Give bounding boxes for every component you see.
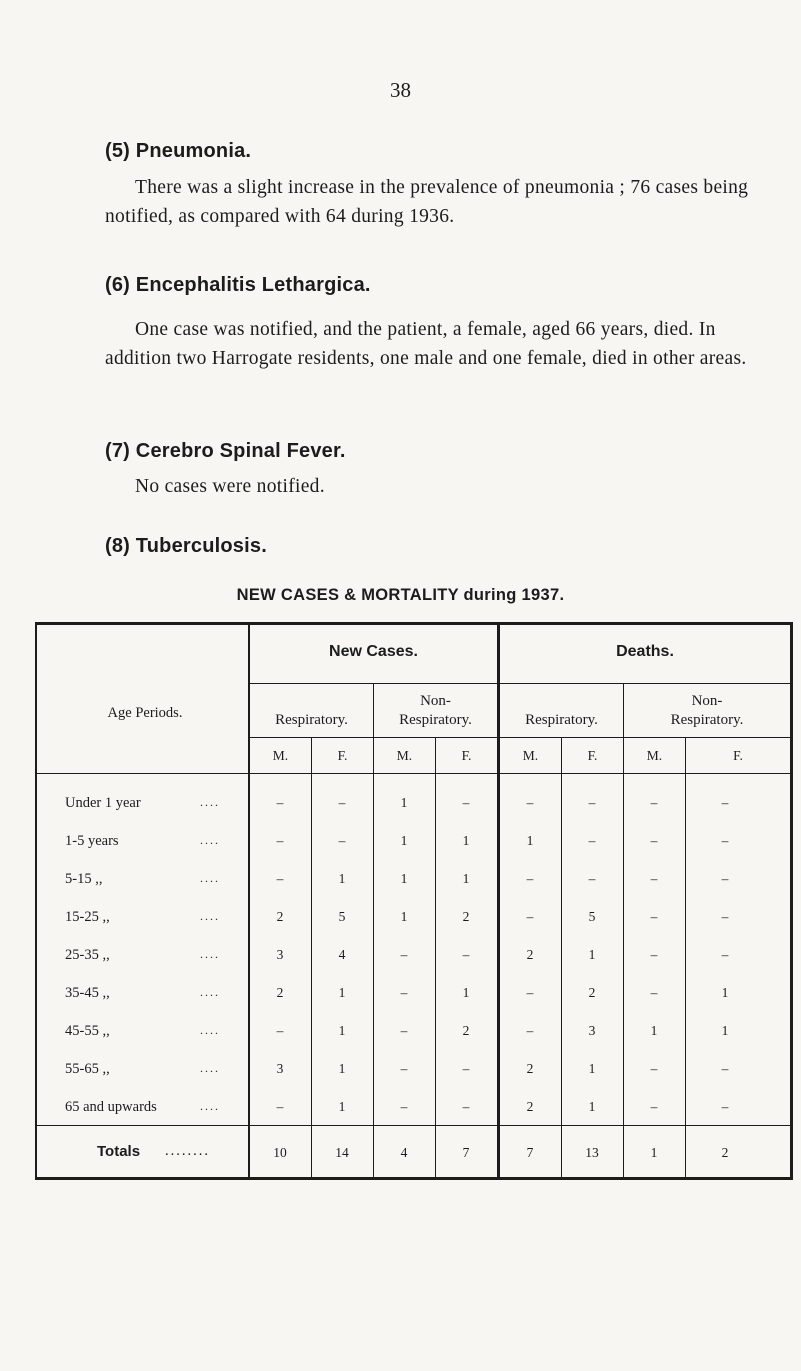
respiratory-header: Respiratory. [275,712,348,728]
section-tuberculosis [105,535,785,558]
table-cell: 1 [462,985,470,1000]
totals-label: Totals [97,1143,141,1160]
table-cell: – [650,1061,658,1076]
table-cell: – [588,833,596,848]
table-cell: – [276,1023,284,1038]
age-period-label: 5-15 ,, [65,871,103,887]
table-cell: – [276,1099,284,1114]
totals-cell: 2 [721,1145,729,1160]
section-encephalitis [105,274,785,373]
table-cell: – [721,795,729,810]
table-cell: – [462,947,470,962]
table-cell: 1 [400,795,408,810]
table-cell: – [650,795,658,810]
table-cell: – [462,1061,470,1076]
table-cell: 1 [526,833,534,848]
leader-dots: .... [200,833,220,847]
table-cell: – [276,795,284,810]
table-cell: – [462,795,470,810]
table-cell: – [338,795,346,810]
deaths-header: Deaths. [616,643,674,660]
age-period-label: 1-5 years [65,833,119,849]
non-respiratory-header: Non- Respiratory. [399,693,472,728]
section-heading: (6) Encephalitis Lethargica. [105,274,371,296]
totals-cell: 14 [335,1145,349,1160]
table-cell: – [721,871,729,886]
sex-header: M. [272,748,289,763]
table-cell: – [526,909,534,924]
table-cell: – [400,1061,408,1076]
table-cell: – [650,871,658,886]
table-cell: 1 [721,1023,729,1038]
table-cell: – [721,1099,729,1114]
table-cell: 1 [338,985,346,1000]
table-cell: – [650,1099,658,1114]
table-cell: – [400,1023,408,1038]
table-cell: – [650,985,658,1000]
table-cell: 2 [276,985,284,1000]
totals-cell: 1 [650,1145,658,1160]
table-cell: – [721,833,729,848]
totals-cell: 7 [526,1145,534,1160]
table-cell: 1 [338,1099,346,1114]
section-paragraph: No cases were notified. [135,476,325,497]
table-cell: – [400,985,408,1000]
tuberculosis-table [35,622,793,1180]
table-cell: 2 [588,985,596,1000]
section-heading: (8) Tuberculosis. [105,535,267,557]
table-cell: 1 [721,985,729,1000]
respiratory-header: Respiratory. [525,712,598,728]
age-period-label: Under 1 year [65,795,141,811]
totals-leader-dots: ........ [165,1143,210,1159]
sex-header: F. [733,748,743,763]
age-period-label: 65 and upwards [65,1099,157,1115]
table-cell: – [526,871,534,886]
table-cell: 2 [462,909,470,924]
table-cell: 2 [276,909,284,924]
table-cell: – [650,833,658,848]
leader-dots: .... [200,1099,220,1113]
table-title: NEW CASES & MORTALITY during 1937. [236,586,565,604]
table-cell: – [400,947,408,962]
age-period-label: 55-65 ,, [65,1061,110,1077]
age-period-label: 45-55 ,, [65,1023,110,1039]
table-cell: – [721,1061,729,1076]
age-periods-header: Age Periods. [107,705,183,721]
table-cell: – [721,947,729,962]
table-cell: – [338,833,346,848]
leader-dots: .... [200,909,220,923]
page-number: 38 [390,78,411,102]
table-cell: 1 [588,947,596,962]
table-cell: 1 [338,871,346,886]
table-cell: 1 [400,909,408,924]
table-cell: 2 [526,1099,534,1114]
table-cell: 3 [588,1023,596,1038]
table-cell: – [526,1023,534,1038]
leader-dots: .... [200,985,220,999]
sex-header: M. [522,748,539,763]
table-cell: 3 [276,947,284,962]
totals-cell: 13 [585,1145,599,1160]
table-cell: – [721,909,729,924]
table-cell: – [462,1099,470,1114]
table-cell: – [400,1099,408,1114]
table-cell: – [588,871,596,886]
table-cell: 1 [462,871,470,886]
table-cell: 2 [526,1061,534,1076]
table-cell: 5 [588,909,596,924]
table-cell: – [588,795,596,810]
section-cerebro-spinal [105,440,785,501]
sex-header: M. [646,748,663,763]
table-cell: 1 [462,833,470,848]
table-cell: 1 [400,871,408,886]
table-cell: – [276,833,284,848]
section-paragraph: One case was notified, and the patient, a female, aged 66 years, died. In addition two Harrogate residents, one male and one female, died in other areas. [105,319,747,369]
table-cell: – [526,985,534,1000]
non-respiratory-header: Non- Respiratory. [670,693,744,728]
sex-header: F. [587,748,598,763]
section-heading: (5) Pneumonia. [105,140,252,162]
table-cell: 1 [400,833,408,848]
table-cell: 5 [338,909,346,924]
age-period-label: 35-45 ,, [65,985,110,1001]
leader-dots: .... [200,947,220,961]
table-cell: 2 [462,1023,470,1038]
section-paragraph: There was a slight increase in the prevalence of pneumonia ; 76 cases being notified, as compared with 64 during 1936. [105,177,749,227]
age-period-label: 25-35 ,, [65,947,110,963]
age-period-label: 15-25 ,, [65,909,110,925]
table-cell: 4 [338,947,346,962]
totals-cell: 4 [400,1145,408,1160]
sex-header: M. [396,748,413,763]
section-pneumonia [105,140,785,231]
table-cell: – [650,947,658,962]
table-cell: 1 [588,1099,596,1114]
leader-dots: .... [200,1061,220,1075]
new-cases-header: New Cases. [329,643,418,660]
sex-header: F. [461,748,472,763]
table-cell: 1 [338,1023,346,1038]
leader-dots: .... [200,1023,220,1037]
table-cell: – [276,871,284,886]
table-cell: 3 [276,1061,284,1076]
table-cell: – [526,795,534,810]
leader-dots: .... [200,795,220,809]
sex-header: F. [337,748,348,763]
table-cell: 1 [588,1061,596,1076]
table-cell: 1 [650,1023,658,1038]
totals-cell: 10 [273,1145,287,1160]
table-cell: – [650,909,658,924]
section-heading: (7) Cerebro Spinal Fever. [105,440,346,462]
leader-dots: .... [200,871,220,885]
table-cell: 2 [526,947,534,962]
totals-cell: 7 [462,1145,470,1160]
table-cell: 1 [338,1061,346,1076]
